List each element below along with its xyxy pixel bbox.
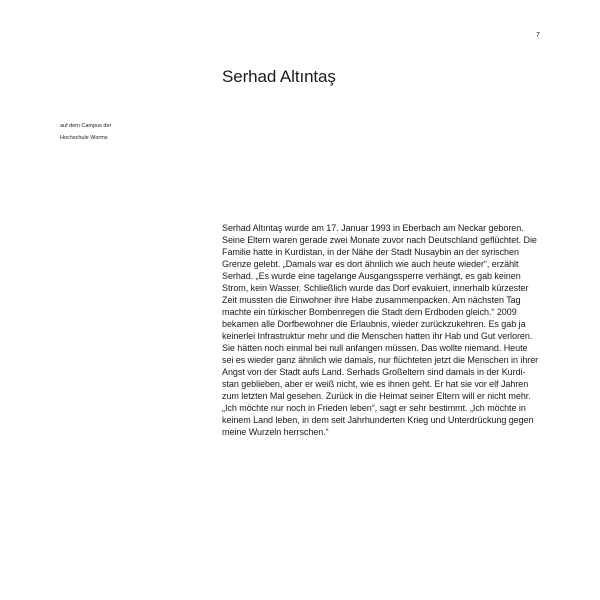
page-title: Serhad Altıntaş <box>222 67 336 86</box>
body-line: stan geblieben, aber er weiß nicht, wie es ihnen geht. Er hat sie vor elf Jahren <box>222 379 529 389</box>
page-number: 7 <box>536 32 540 39</box>
body-line: bekamen alle Dorfbewohner die Erlaubnis, wieder zurückzukehren. Es gab ja <box>222 319 526 329</box>
caption-line: Hochschule Worms <box>60 135 108 141</box>
body-line: keinerlei Infrastruktur mehr und die Menschen hatten ihr Hab und Gut verloren. <box>222 331 533 341</box>
body-line: keinem Land leben, in dem seit Jahrhunderten Krieg und Unterdrückung gegen <box>222 415 534 425</box>
body-line: Sie hätten noch einmal bei null anfangen müssen. Das wollte niemand. Heute <box>222 343 528 353</box>
body-line: Serhad. „Es wurde eine tagelange Ausgangssperre verhängt, es gab keinen <box>222 271 521 281</box>
body-line: sei es wieder ganz ähnlich wie damals, nur flüchteten jetzt die Menschen in ihrer <box>222 355 539 365</box>
caption-line: auf dem Campus der <box>60 123 112 129</box>
body-line: machte ein türkischer Bombenregen die Stadt dem Erdboden gleich.“ 2009 <box>222 307 517 317</box>
body-line: Serhad Altıntaş wurde am 17. Januar 1993 in Eberbach am Neckar geboren. <box>222 223 524 233</box>
body-line: Angst von der Stadt aufs Land. Serhads Großeltern sind damals in der Kurdi- <box>222 367 526 377</box>
image-caption <box>60 120 170 144</box>
body-line: zum letzten Mal gesehen. Zurück in die Heimat seiner Eltern will er nicht mehr. <box>222 391 531 401</box>
body-paragraph <box>222 222 552 438</box>
body-line: Strom, kein Wasser. Schließlich wurde das Dorf evakuiert, innerhalb kürzester <box>222 283 529 293</box>
body-line: Seine Eltern waren gerade zwei Monate zuvor nach Deutschland geflüchtet. Die <box>222 235 537 245</box>
body-line: Zeit mussten die Einwohner ihre Habe zusammenpacken. Am nächsten Tag <box>222 295 521 305</box>
body-line: „Ich möchte nur noch in Frieden leben“, sagt er sehr bestimmt. „Ich möchte in <box>222 403 526 413</box>
body-line: meine Wurzeln herrschen.“ <box>222 427 329 437</box>
body-line: Grenze gelebt. „Damals war es dort ähnlich wie auch heute wieder“, erzählt <box>222 259 519 269</box>
body-line: Familie hatte in Kurdistan, in der Nähe der Stadt Nusaybin an der syrischen <box>222 247 519 257</box>
